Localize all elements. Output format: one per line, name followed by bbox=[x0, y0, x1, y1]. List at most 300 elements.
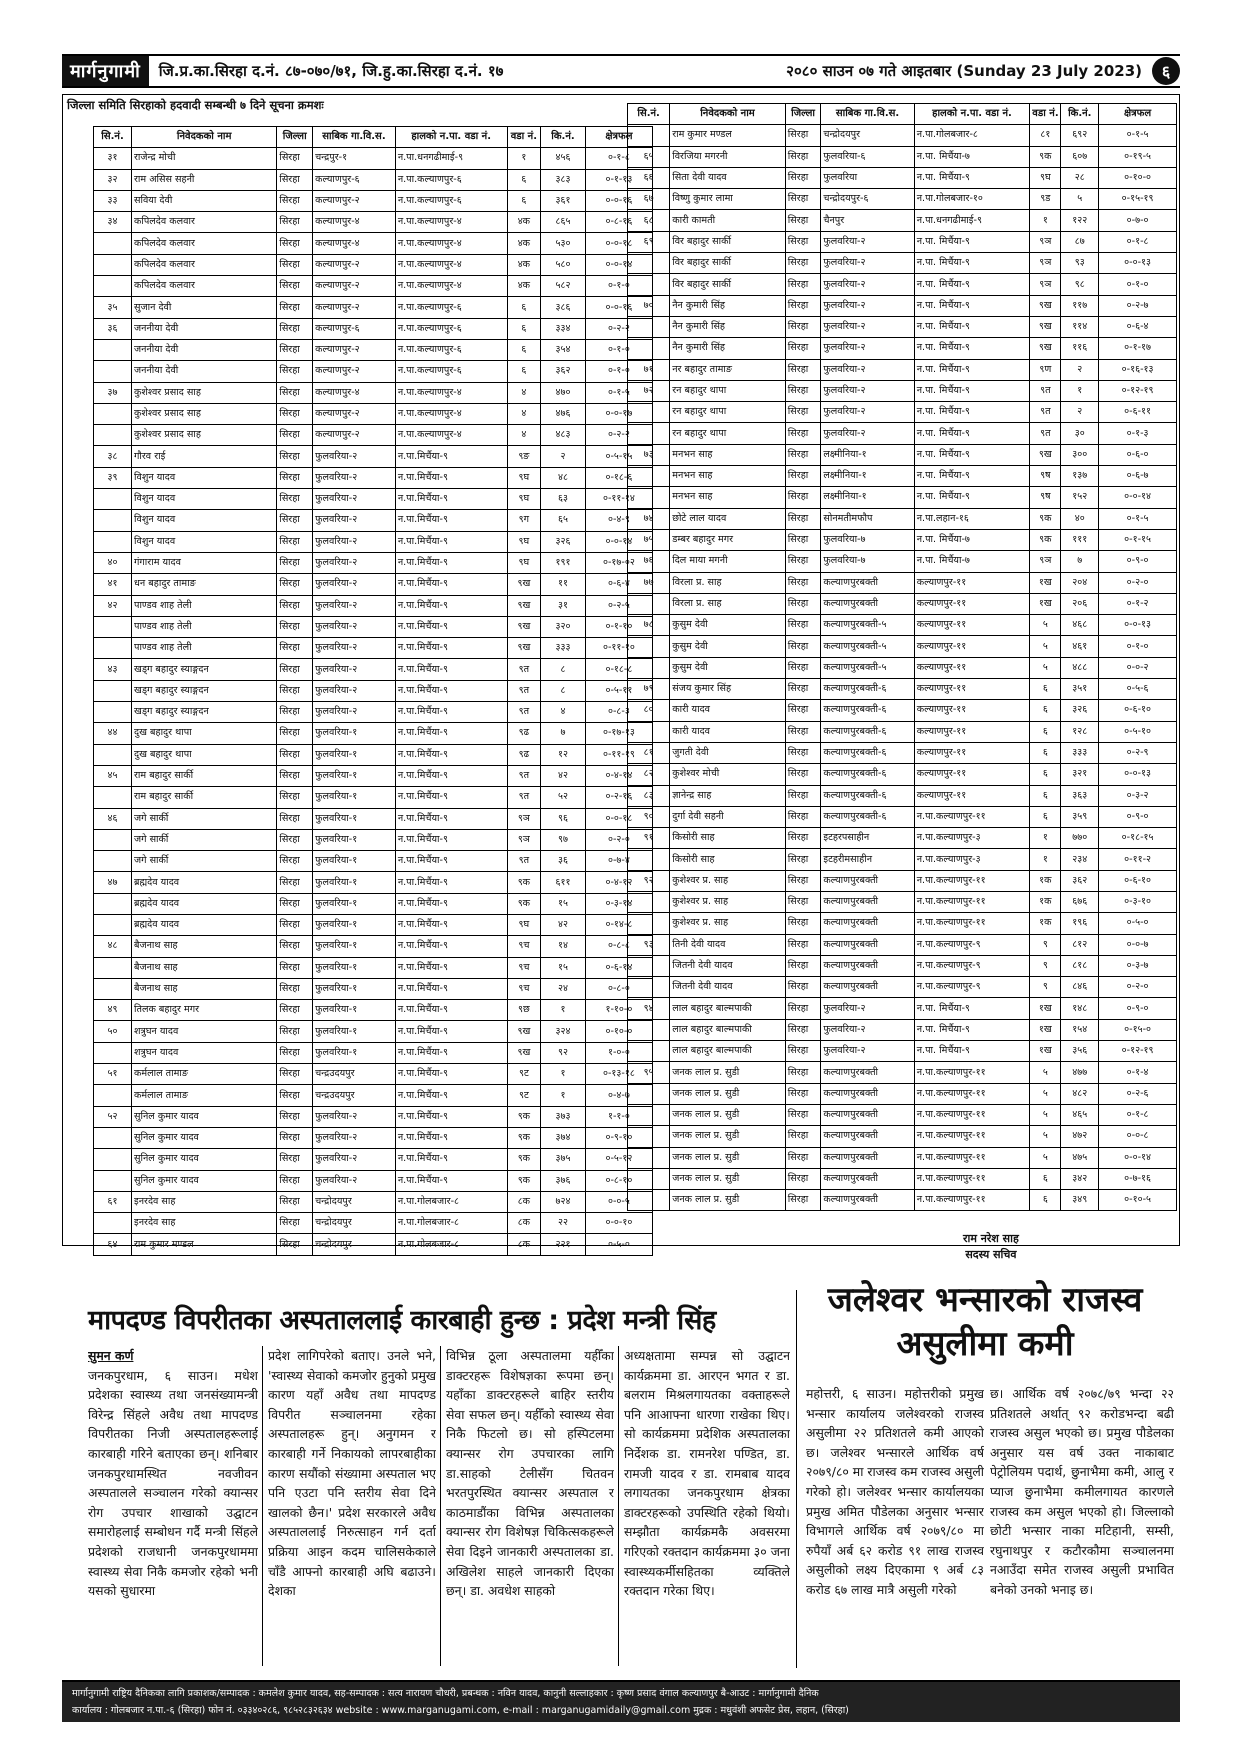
cell-district: सिरहा bbox=[785, 487, 821, 508]
cell-serial-no: ५२ bbox=[94, 1106, 132, 1127]
cell-plot-no: ३५४ bbox=[541, 339, 586, 360]
cell-plot-no: १५२ bbox=[1061, 487, 1099, 508]
cell-plot-no: ४६८ bbox=[1061, 615, 1099, 636]
table-row bbox=[628, 785, 1177, 806]
column-header-plot-no: कि.नं. bbox=[541, 127, 586, 148]
table-row bbox=[628, 721, 1177, 742]
cell-plot-no: ३२६ bbox=[541, 531, 586, 552]
cell-former-vdc: फुलवरिया-१ bbox=[313, 1000, 396, 1021]
cell-plot-no: ७ bbox=[1061, 551, 1099, 572]
table-row bbox=[628, 1147, 1177, 1168]
cell-area: ०-७-४ bbox=[585, 851, 652, 872]
cell-current-municipality-ward: कल्याणपुर-११ bbox=[914, 679, 1030, 700]
cell-applicant-name: जगे सार्की bbox=[132, 829, 277, 850]
cell-area: ०-८-१० bbox=[585, 1170, 652, 1191]
cell-district: सिरहा bbox=[785, 529, 821, 550]
cell-area: ०-१५-१९ bbox=[1099, 189, 1177, 210]
cell-area: १-०-० bbox=[585, 1042, 652, 1063]
article-column bbox=[624, 1346, 790, 1668]
cell-serial-no: ७३ bbox=[628, 444, 670, 465]
article-column bbox=[446, 1346, 614, 1668]
cell-plot-no: १२८ bbox=[1061, 721, 1099, 742]
cell-applicant-name: सुनिल कुमार यादव bbox=[132, 1106, 277, 1127]
cell-former-vdc: कल्याणपुर-४ bbox=[313, 382, 396, 403]
table-row bbox=[94, 616, 653, 637]
cell-area: ०-८-१६ bbox=[585, 212, 652, 233]
cell-area: ०-०-१४ bbox=[1099, 1147, 1177, 1168]
cell-current-municipality-ward: न.पा. मिर्चैया-७ bbox=[914, 146, 1030, 167]
cell-applicant-name: विशुन यादव bbox=[132, 489, 277, 510]
cell-ward-no: ९त bbox=[507, 851, 541, 872]
cell-former-vdc: कल्याणपुर-२ bbox=[313, 276, 396, 297]
cell-current-municipality-ward: न.पा.मिर्चैया-९ bbox=[395, 489, 507, 510]
cell-current-municipality-ward: न.पा. मिर्चैया-९ bbox=[914, 295, 1030, 316]
table-row bbox=[628, 210, 1177, 231]
cell-district: सिरहा bbox=[277, 914, 313, 935]
cell-serial-no bbox=[628, 891, 670, 912]
cell-former-vdc: कल्याणपुर-४ bbox=[313, 233, 396, 254]
table-row bbox=[628, 253, 1177, 274]
cell-ward-no: ९त bbox=[507, 702, 541, 723]
cell-plot-no: ३२४ bbox=[541, 1021, 586, 1042]
cell-area: ०-६-१० bbox=[1099, 870, 1177, 891]
table-row bbox=[94, 446, 653, 467]
cell-former-vdc: फुलवरिया-२ bbox=[313, 510, 396, 531]
cell-plot-no: ४७२ bbox=[1061, 1126, 1099, 1147]
article-text: अध्यक्षतामा सम्पन्न सो उद्घाटन कार्यक्रममा डा. आरएन भगत र डा. बलराम मिश्रलगायतका वक्ताहरूले पनि आआफ्ना धारणा राखेका थिए। सो कार्यक्रममा प्रदेशिक अस्पतालका निर्देशक डा. रामनरेश पण्डित, डा. रामजी यादव र डा. रामबाब यादव लगायतका जनकपुरधाम क्षेत्रका डाक्टरहरूको उपस्थिति रहेको थियो। सम्झौता कार्यक्रमकै अवसरमा गरिएको रक्तदान कार्यक्रममा ३० जना स्वास्थ्यकर्मीसहितका व्यक्तिले रक्तदान गरेका थिए। bbox=[624, 1348, 790, 1599]
cell-area: ०-११-२ bbox=[1099, 849, 1177, 870]
cell-area: ०-६-७ bbox=[1099, 466, 1177, 487]
cell-district: सिरहा bbox=[277, 1000, 313, 1021]
cell-area: ०-४-७ bbox=[585, 1085, 652, 1106]
cell-former-vdc: कल्याणपुर-२ bbox=[313, 403, 396, 424]
cell-serial-no: ५१ bbox=[94, 1064, 132, 1085]
cell-district: सिरहा bbox=[785, 380, 821, 401]
cell-applicant-name: विशुन यादव bbox=[132, 531, 277, 552]
cell-district: सिरहा bbox=[785, 338, 821, 359]
cell-district: सिरहा bbox=[277, 872, 313, 893]
cell-area: ०-२-७ bbox=[1099, 295, 1177, 316]
cell-plot-no: ४६१ bbox=[1061, 636, 1099, 657]
cell-serial-no bbox=[628, 1083, 670, 1104]
cell-district: सिरहा bbox=[277, 659, 313, 680]
page-number: ६ bbox=[1152, 57, 1180, 85]
cell-ward-no: १क bbox=[1030, 870, 1061, 891]
cell-ward-no: १ bbox=[1030, 849, 1061, 870]
cell-district: सिरहा bbox=[785, 828, 821, 849]
cell-ward-no: ९घ bbox=[507, 914, 541, 935]
cell-district: सिरहा bbox=[277, 787, 313, 808]
cell-current-municipality-ward: कल्याणपुर-११ bbox=[914, 764, 1030, 785]
cell-current-municipality-ward: न.पा.कल्याणपुर-६ bbox=[395, 190, 507, 211]
cell-former-vdc: फुलवरिया-१ bbox=[313, 744, 396, 765]
table-row bbox=[628, 338, 1177, 359]
cell-district: सिरहा bbox=[785, 593, 821, 614]
cell-serial-no: ७५ bbox=[628, 529, 670, 550]
table-row bbox=[94, 1042, 653, 1063]
cell-current-municipality-ward: न.पा.कल्याणपुर-४ bbox=[395, 254, 507, 275]
cell-former-vdc: कल्याणपुरबक्ती bbox=[821, 870, 914, 891]
cell-serial-no: ४६ bbox=[94, 808, 132, 829]
cell-area: १-१०-० bbox=[585, 1000, 652, 1021]
cell-former-vdc: कल्याणपुर-२ bbox=[313, 339, 396, 360]
table-row bbox=[94, 467, 653, 488]
cell-serial-no bbox=[94, 638, 132, 659]
cell-current-municipality-ward: न.पा. मिर्चैया-७ bbox=[914, 551, 1030, 572]
cell-district: सिरहा bbox=[785, 721, 821, 742]
cell-district: सिरहा bbox=[785, 423, 821, 444]
cell-serial-no bbox=[628, 849, 670, 870]
table-row bbox=[94, 148, 653, 169]
table-row bbox=[94, 744, 653, 765]
cell-area: ०-१०-५ bbox=[1099, 1190, 1177, 1211]
cell-former-vdc: कल्याणपुर-४ bbox=[313, 212, 396, 233]
cell-area: १-१-० bbox=[585, 1106, 652, 1127]
cell-area: ०-०-१८ bbox=[585, 233, 652, 254]
cell-area: ०-६-४ bbox=[585, 574, 652, 595]
cell-plot-no: १२२ bbox=[1061, 210, 1099, 231]
cell-serial-no bbox=[628, 1041, 670, 1062]
cell-district: सिरहा bbox=[277, 808, 313, 829]
cell-area: ०-५-१० bbox=[1099, 721, 1177, 742]
cell-ward-no: ९क bbox=[1030, 529, 1061, 550]
cell-plot-no: ४८२ bbox=[1061, 1083, 1099, 1104]
cell-former-vdc: फुलवरिया-२ bbox=[821, 253, 914, 274]
cell-serial-no: ९५ bbox=[628, 1062, 670, 1083]
cell-district: सिरहा bbox=[277, 489, 313, 510]
column-header-district: जिल्ला bbox=[785, 104, 821, 125]
cell-district: सिरहा bbox=[277, 1127, 313, 1148]
cell-district: सिरहा bbox=[277, 680, 313, 701]
cell-ward-no: ८क bbox=[507, 1191, 541, 1212]
cell-plot-no: ३३४ bbox=[541, 318, 586, 339]
cell-current-municipality-ward: न.पा.मिर्चैया-९ bbox=[395, 1170, 507, 1191]
table-row bbox=[94, 190, 653, 211]
table-row bbox=[94, 914, 653, 935]
cell-serial-no bbox=[94, 339, 132, 360]
cell-plot-no: ६७६ bbox=[1061, 891, 1099, 912]
cell-current-municipality-ward: न.पा. मिर्चैया-९ bbox=[914, 998, 1030, 1019]
cell-district: सिरहा bbox=[785, 1190, 821, 1211]
cell-current-municipality-ward: न.पा.कल्याणपुर-११ bbox=[914, 870, 1030, 891]
cell-applicant-name: धन बहादुर तामाङ bbox=[132, 574, 277, 595]
cell-ward-no: ८क bbox=[507, 1213, 541, 1234]
cell-area: ०-५-१२ bbox=[585, 1149, 652, 1170]
cell-former-vdc: कल्याणपुरबक्ती bbox=[821, 1126, 914, 1147]
cell-ward-no: ५ bbox=[1030, 1126, 1061, 1147]
cell-district: सिरहा bbox=[277, 936, 313, 957]
cell-applicant-name: दिल माया मगनी bbox=[670, 551, 786, 572]
cell-area: ०-२-१६ bbox=[585, 787, 652, 808]
cell-current-municipality-ward: न.पा. मिर्चैया-९ bbox=[914, 274, 1030, 295]
cell-former-vdc: कल्याणपुरबक्ती-६ bbox=[821, 764, 914, 785]
cell-serial-no: ७६ bbox=[628, 551, 670, 572]
cell-plot-no: ३४९ bbox=[1061, 1190, 1099, 1211]
cell-district: सिरहा bbox=[785, 167, 821, 188]
cell-current-municipality-ward: न.पा.मिर्चैया-९ bbox=[395, 552, 507, 573]
cell-applicant-name: पाण्डव शाह तेली bbox=[132, 616, 277, 637]
cell-applicant-name: रन बहादुर थापा bbox=[670, 402, 786, 423]
table-row bbox=[94, 936, 653, 957]
cell-current-municipality-ward: न.पा.मिर्चैया-९ bbox=[395, 1149, 507, 1170]
column-divider bbox=[262, 1346, 263, 1666]
cell-current-municipality-ward: न.पा.कल्याणपुर-११ bbox=[914, 1083, 1030, 1104]
cell-area: ०-१-२ bbox=[1099, 593, 1177, 614]
cell-current-municipality-ward: न.पा.कल्याणपुर-४ bbox=[395, 276, 507, 297]
cell-former-vdc: चन्द्रउदयपुर bbox=[313, 1085, 396, 1106]
cell-plot-no: २०६ bbox=[1061, 593, 1099, 614]
column-header-applicant-name: निवेदकको नाम bbox=[670, 104, 786, 125]
cell-district: सिरहा bbox=[277, 361, 313, 382]
cell-district: सिरहा bbox=[277, 339, 313, 360]
cell-current-municipality-ward: न.पा.मिर्चैया-९ bbox=[395, 851, 507, 872]
cell-serial-no bbox=[94, 893, 132, 914]
cell-applicant-name: कपिलदेव कलवार bbox=[132, 233, 277, 254]
cell-applicant-name: राजेन्द्र मोची bbox=[132, 148, 277, 169]
signature-title: सदस्य सचिव bbox=[965, 1248, 1017, 1261]
cell-former-vdc: चन्द्रोदयपुर bbox=[313, 1191, 396, 1212]
cell-applicant-name: गंगाराम यादव bbox=[132, 552, 277, 573]
cell-current-municipality-ward: न.पा.मिर्चैया-९ bbox=[395, 829, 507, 850]
cell-district: सिरहा bbox=[277, 403, 313, 424]
cell-serial-no: ४५ bbox=[94, 765, 132, 786]
cell-plot-no: ८४६ bbox=[1061, 977, 1099, 998]
cell-ward-no: ९क bbox=[507, 893, 541, 914]
cell-ward-no: ५ bbox=[1030, 1062, 1061, 1083]
column-header-serial-no: सि.नं. bbox=[94, 127, 132, 148]
cell-area: ०-१-८ bbox=[1099, 231, 1177, 252]
cell-district: सिरहा bbox=[277, 1234, 313, 1255]
cell-serial-no bbox=[628, 423, 670, 444]
cell-area: ०-०-५ bbox=[585, 1191, 652, 1212]
cell-serial-no: ७९ bbox=[628, 679, 670, 700]
article-column bbox=[806, 1384, 984, 1668]
table-row bbox=[628, 913, 1177, 934]
cell-current-municipality-ward: न.पा.कल्याणपुर-४ bbox=[395, 233, 507, 254]
cell-area: ०-२-० bbox=[1099, 977, 1177, 998]
cell-plot-no: ११७ bbox=[1061, 295, 1099, 316]
cell-ward-no: ६ bbox=[1030, 1168, 1061, 1189]
article-text: प्रदेश लागिपरेको बताए। उनले भने, 'स्वास्थ्य सेवाको कमजोर हुनुको प्रमुख कारण यहाँ अवैध तथा मापदण्ड विपरीत सञ्चालनमा रहेका अस्पतालहरू हुन्। अनुगमन र कारबाही गर्ने निकायको लापरबाहीका कारण सयौंको संख्यामा अस्पताल भए पनि एउटा पनि स्तरीय सेवा दिने खालको छैन।' प्रदेश सरकारले अवैध अस्पताललाई निरुत्साहन गर्न दर्ता प्रक्रिया आइन कदम चालिसकेकाले चाँडै आफ्नो कारबाही अघि बढाउने। देशका bbox=[268, 1348, 436, 1599]
cell-ward-no: १ख bbox=[1030, 1041, 1061, 1062]
cell-district: सिरहा bbox=[785, 1019, 821, 1040]
cell-serial-no: ३२ bbox=[94, 169, 132, 190]
cell-plot-no: ३६२ bbox=[1061, 870, 1099, 891]
cell-current-municipality-ward: न.पा.कल्याणपुर-३ bbox=[914, 828, 1030, 849]
cell-current-municipality-ward: न.पा.लहान-१६ bbox=[914, 508, 1030, 529]
cell-current-municipality-ward: न.पा.कल्याणपुर-११ bbox=[914, 1190, 1030, 1211]
table-row bbox=[94, 638, 653, 659]
cell-applicant-name: जननीया देवी bbox=[132, 318, 277, 339]
article-column bbox=[268, 1346, 436, 1668]
table-row bbox=[94, 765, 653, 786]
cell-applicant-name: खड्ग बहादुर स्याङ्गदन bbox=[132, 680, 277, 701]
cell-serial-no bbox=[94, 829, 132, 850]
cell-area: ०-१८-८ bbox=[585, 659, 652, 680]
cell-area: ०-१-० bbox=[585, 361, 652, 382]
cell-serial-no: ४८ bbox=[94, 936, 132, 957]
cell-ward-no: ९ख bbox=[507, 1042, 541, 1063]
cell-plot-no: ८७ bbox=[1061, 231, 1099, 252]
cell-former-vdc: कल्याणपुरबक्ती bbox=[821, 593, 914, 614]
cell-current-municipality-ward: कल्याणपुर-११ bbox=[914, 742, 1030, 763]
cell-district: सिरहा bbox=[277, 1170, 313, 1191]
cell-former-vdc: कल्याणपुरबक्ती bbox=[821, 1104, 914, 1125]
cell-ward-no: १ख bbox=[1030, 572, 1061, 593]
cell-district: सिरहा bbox=[785, 785, 821, 806]
cell-former-vdc: फुलवरिया-२ bbox=[313, 467, 396, 488]
table-row bbox=[628, 125, 1177, 146]
cell-current-municipality-ward: न.पा.कल्याणपुर-४ bbox=[395, 212, 507, 233]
table-row bbox=[628, 316, 1177, 337]
table-row bbox=[94, 595, 653, 616]
cell-current-municipality-ward: न.पा.कल्याणपुर-९ bbox=[914, 977, 1030, 998]
cell-former-vdc: कल्याणपुरबक्ती-५ bbox=[821, 615, 914, 636]
cell-former-vdc: फुलवरिया-१ bbox=[313, 765, 396, 786]
cell-plot-no: ९७ bbox=[541, 829, 586, 850]
cell-serial-no: ६९ bbox=[628, 231, 670, 252]
cell-applicant-name: विरजिया मगरनी bbox=[670, 146, 786, 167]
table-row bbox=[628, 487, 1177, 508]
table-row bbox=[94, 872, 653, 893]
cell-serial-no: ३७ bbox=[94, 382, 132, 403]
cell-serial-no bbox=[628, 1104, 670, 1125]
cell-plot-no: ३४२ bbox=[1061, 1168, 1099, 1189]
cell-serial-no: ३८ bbox=[94, 446, 132, 467]
cell-serial-no: ३३ bbox=[94, 190, 132, 211]
cell-current-municipality-ward: न.पा.मिर्चैया-९ bbox=[395, 1106, 507, 1127]
table-row bbox=[94, 489, 653, 510]
cell-current-municipality-ward: न.पा. मिर्चैया-९ bbox=[914, 380, 1030, 401]
table-row bbox=[94, 851, 653, 872]
cell-applicant-name: राम बहादुर सार्की bbox=[132, 765, 277, 786]
cell-ward-no: ९त bbox=[507, 765, 541, 786]
cell-former-vdc: लक्ष्मीनिया-१ bbox=[821, 466, 914, 487]
cell-plot-no: ६३ bbox=[541, 489, 586, 510]
cell-serial-no: ८० bbox=[628, 700, 670, 721]
table-row bbox=[94, 723, 653, 744]
cell-applicant-name: रन बहादुर थापा bbox=[670, 380, 786, 401]
cell-serial-no bbox=[94, 361, 132, 382]
cell-current-municipality-ward: न.पा.कल्याणपुर-११ bbox=[914, 1062, 1030, 1083]
cell-former-vdc: फुलवरिया-१ bbox=[313, 914, 396, 935]
cell-serial-no bbox=[94, 425, 132, 446]
cell-current-municipality-ward: न.पा.कल्याणपुर-६ bbox=[395, 361, 507, 382]
cell-former-vdc: फुलवरिया-२ bbox=[313, 595, 396, 616]
cell-serial-no bbox=[94, 851, 132, 872]
cell-current-municipality-ward: न.पा.मिर्चैया-९ bbox=[395, 510, 507, 531]
cell-ward-no: ६ bbox=[1030, 700, 1061, 721]
cell-current-municipality-ward: न.पा. मिर्चैया-९ bbox=[914, 466, 1030, 487]
cell-applicant-name: जनक लाल प्र. सुडी bbox=[670, 1168, 786, 1189]
cell-area: ०-१७-०२ bbox=[585, 552, 652, 573]
cell-serial-no bbox=[94, 787, 132, 808]
cell-current-municipality-ward: न.पा.मिर्चैया-९ bbox=[395, 1064, 507, 1085]
cell-plot-no: १९६ bbox=[1061, 913, 1099, 934]
cell-area: ०-८-३ bbox=[585, 702, 652, 723]
cell-district: सिरहा bbox=[277, 169, 313, 190]
cell-district: सिरहा bbox=[785, 1062, 821, 1083]
cell-area: ०-०-१३ bbox=[1099, 615, 1177, 636]
table-row bbox=[94, 574, 653, 595]
cell-former-vdc: फुलवरिया-२ bbox=[821, 1041, 914, 1062]
cell-plot-no: १ bbox=[541, 1085, 586, 1106]
cell-current-municipality-ward: न.पा.मिर्चैया-९ bbox=[395, 659, 507, 680]
cell-former-vdc: कल्याणपुरबक्ती bbox=[821, 1190, 914, 1211]
cell-plot-no: ३७४ bbox=[541, 1127, 586, 1148]
table-row bbox=[628, 444, 1177, 465]
cell-area: ०-१-१५ bbox=[1099, 529, 1177, 550]
cell-district: सिरहा bbox=[277, 723, 313, 744]
column-header-district: जिल्ला bbox=[277, 127, 313, 148]
column-header-current-municipality-ward: हालको न.पा. वडा नं. bbox=[914, 104, 1030, 125]
cell-applicant-name: कर्मलाल तामाङ bbox=[132, 1064, 277, 1085]
cell-serial-no bbox=[94, 1085, 132, 1106]
cell-district: सिरहा bbox=[277, 595, 313, 616]
cell-district: सिरहा bbox=[785, 316, 821, 337]
cell-ward-no: ९ bbox=[1030, 955, 1061, 976]
cell-district: सिरहा bbox=[785, 998, 821, 1019]
cell-district: सिरहा bbox=[277, 765, 313, 786]
cell-serial-no: ६४ bbox=[94, 1234, 132, 1255]
cell-serial-no: ५० bbox=[94, 1021, 132, 1042]
cell-plot-no: २४ bbox=[541, 978, 586, 999]
cell-applicant-name: मनभन साह bbox=[670, 487, 786, 508]
cell-former-vdc: फुलवरिया-२ bbox=[821, 231, 914, 252]
cell-area: ०-१२-१९ bbox=[1099, 1041, 1177, 1062]
cell-area: ०-०-२ bbox=[1099, 657, 1177, 678]
column-divider bbox=[440, 1346, 441, 1666]
cell-district: सिरहा bbox=[277, 744, 313, 765]
cell-ward-no: १ bbox=[1030, 828, 1061, 849]
cell-ward-no: ९क bbox=[1030, 508, 1061, 529]
cell-plot-no: १५ bbox=[541, 893, 586, 914]
cell-plot-no: २२ bbox=[541, 1213, 586, 1234]
cell-current-municipality-ward: न.पा.कल्याणपुर-११ bbox=[914, 1126, 1030, 1147]
cell-area: ०-१५-० bbox=[1099, 1019, 1177, 1040]
cell-former-vdc: फुलवरिया-२ bbox=[821, 274, 914, 295]
cell-area: ०-२-२ bbox=[585, 425, 652, 446]
cell-district: सिरहा bbox=[785, 125, 821, 146]
cell-former-vdc: फुलवरिया-२ bbox=[313, 531, 396, 552]
cell-former-vdc: फुलवरिया bbox=[821, 167, 914, 188]
cell-plot-no: ३६३ bbox=[1061, 785, 1099, 806]
table-row bbox=[628, 380, 1177, 401]
cell-plot-no: ३२६ bbox=[1061, 700, 1099, 721]
cell-applicant-name: राम कुमार मण्डल bbox=[132, 1234, 277, 1255]
cell-area: ०-०-१३ bbox=[1099, 764, 1177, 785]
article-column bbox=[88, 1346, 258, 1668]
table-row bbox=[94, 382, 653, 403]
public-notice bbox=[62, 94, 1180, 1261]
cell-district: सिरहा bbox=[277, 276, 313, 297]
cell-district: सिरहा bbox=[785, 572, 821, 593]
cell-former-vdc: फुलवरिया-१ bbox=[313, 787, 396, 808]
cell-ward-no: ९त bbox=[1030, 423, 1061, 444]
table-header-row bbox=[628, 104, 1177, 125]
cell-applicant-name: नैन कुमारी सिंह bbox=[670, 316, 786, 337]
cell-plot-no: ३७५ bbox=[541, 1149, 586, 1170]
cell-applicant-name: सुजान देवी bbox=[132, 297, 277, 318]
cell-former-vdc: इटहरपसाहीन bbox=[821, 828, 914, 849]
cell-plot-no: ६९२ bbox=[1061, 125, 1099, 146]
cell-applicant-name: विर बहादुर सार्की bbox=[670, 253, 786, 274]
cell-district: सिरहा bbox=[785, 657, 821, 678]
cell-applicant-name: नैन कुमारी सिंह bbox=[670, 338, 786, 359]
cell-district: सिरहा bbox=[785, 870, 821, 891]
cell-plot-no: ४७७ bbox=[1061, 1062, 1099, 1083]
cell-current-municipality-ward: न.पा. मिर्चैया-९ bbox=[914, 402, 1030, 423]
